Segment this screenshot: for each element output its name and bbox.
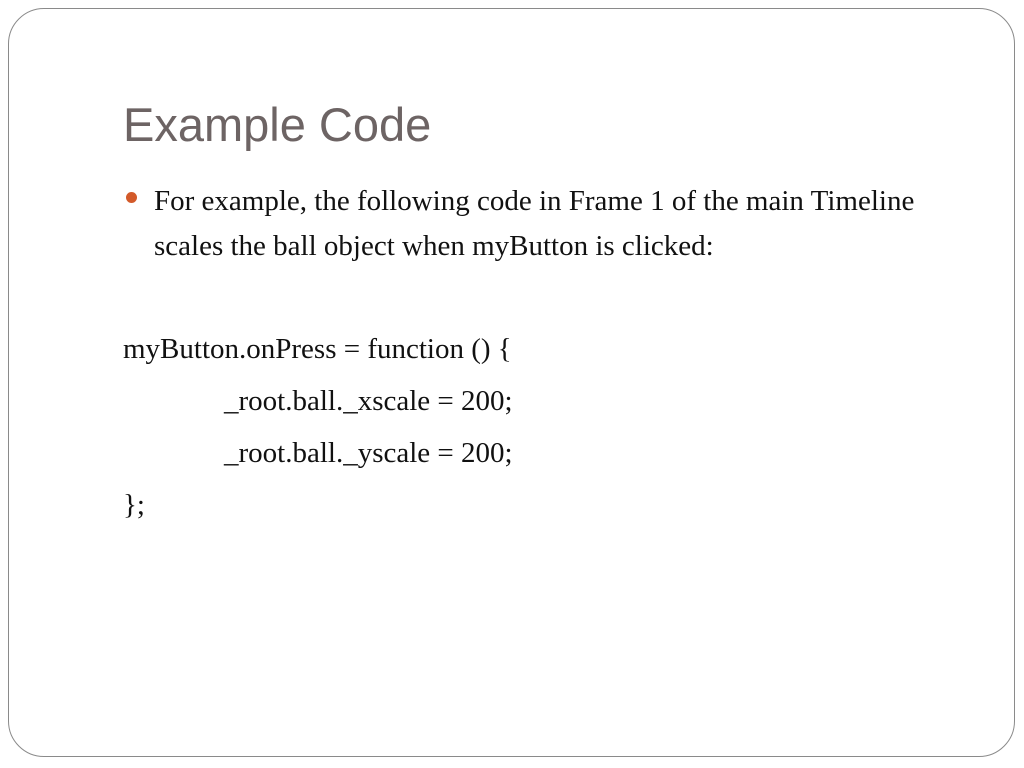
code-line-4: }; (123, 489, 145, 521)
code-line-2: _root.ball._xscale = 200; (224, 385, 513, 417)
bullet-text: For example, the following code in Frame 1 of the main Timeline scales the ball object when myButton is clicked: (154, 185, 915, 262)
slide-title: Example Code (123, 98, 432, 151)
code-line-3: _root.ball._yscale = 200; (224, 437, 513, 469)
code-block (123, 327, 513, 535)
bullet-marker-icon (126, 192, 137, 203)
slide-frame (8, 8, 1015, 757)
code-line-1: myButton.onPress = function () { (123, 333, 512, 365)
